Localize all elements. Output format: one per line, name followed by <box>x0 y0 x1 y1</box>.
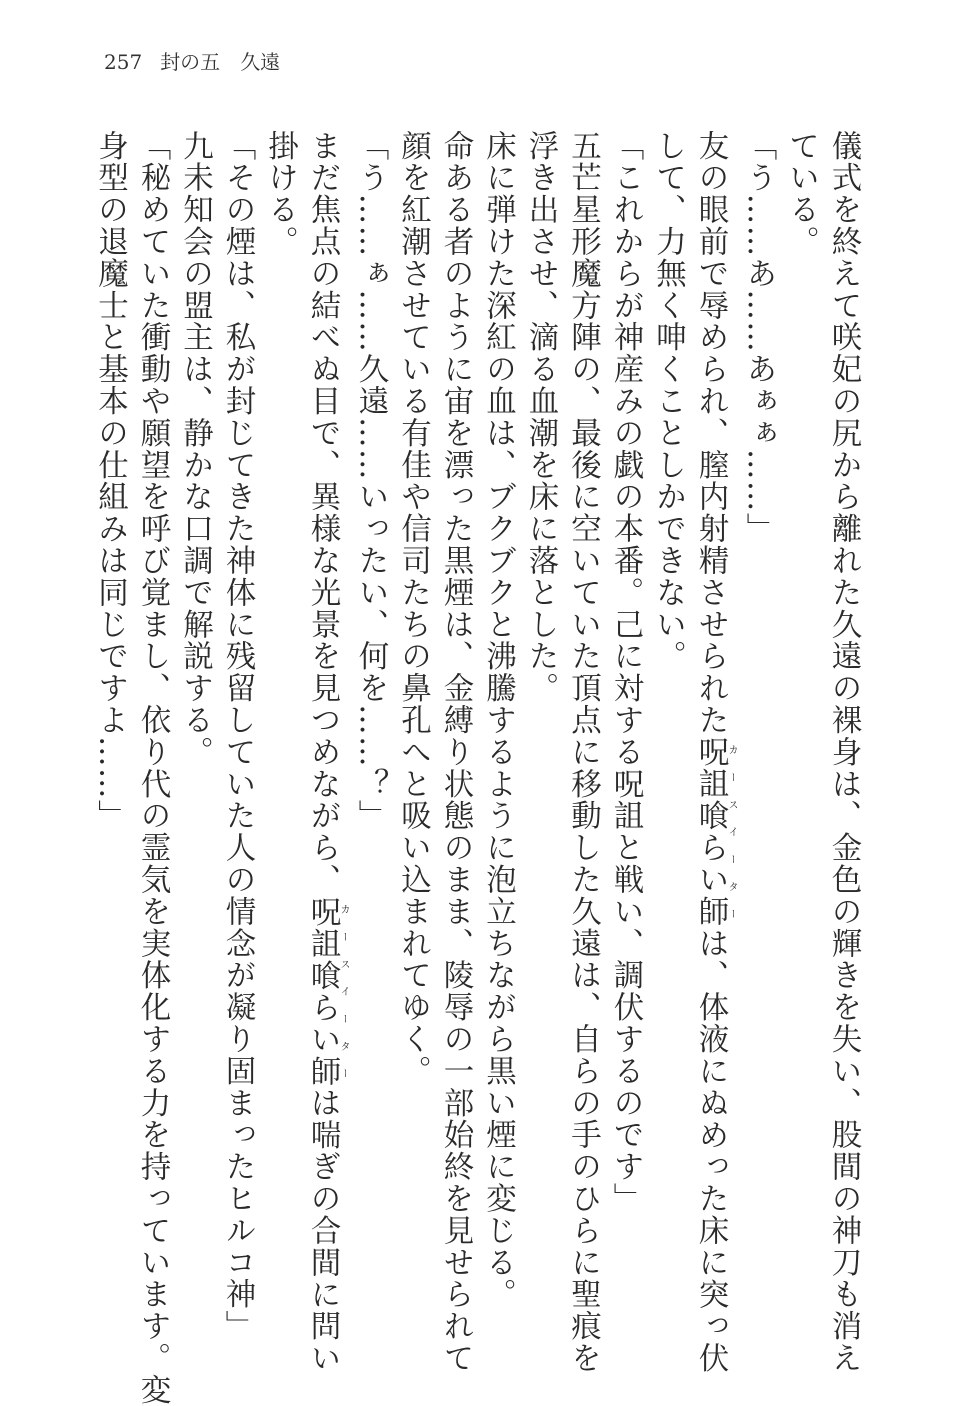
text-segment: は喘ぎの合間に問い <box>305 1087 340 1375</box>
text-line: して、力無く呻くことしかできない。 <box>650 130 686 673</box>
text-line: 儀式を終えて咲妃の尻から離れた久遠の裸身は、金色の輝きを失い、股間の神刀も消え <box>826 130 861 1375</box>
text-segment: は、体液にぬめった床に突っ伏 <box>693 927 728 1375</box>
page-number: 257 <box>104 50 143 74</box>
text-line: 「その煙は、私が封じてきた神体に残留していた人の情念が凝り固まったヒルコ神」 <box>220 130 255 1343</box>
text-line-with-ruby <box>301 130 349 1375</box>
ruby-reading: カースイーター <box>338 895 349 1088</box>
text-segment: 友の眼前で辱められ、膣内射精させられた <box>693 130 728 737</box>
text-line: 九未知会の盟主は、静かな口調で解説する。 <box>177 130 213 768</box>
text-line: 「これからが神産みの戯の本番。己に対する呪詛と戦い、調伏するのです」 <box>608 130 643 1215</box>
ruby-base: 呪詛喰らい師 <box>305 895 340 1088</box>
running-header <box>104 46 280 75</box>
text-line: 「う……ぁ……久遠……いったい、何を……？」 <box>353 130 388 832</box>
text-line: ている。 <box>783 130 819 258</box>
text-line-with-ruby <box>689 130 737 1375</box>
text-line: 掛ける。 <box>262 130 298 258</box>
text-line: 五芒星形魔方陣の、最後に空いていた頂点に移動した久遠は、自らの手のひらに聖痕を <box>565 130 601 1375</box>
text-line: 浮き出させ、滴る血潮を床に落とした。 <box>523 130 558 705</box>
ruby-annotation <box>693 736 737 928</box>
text-segment: まだ焦点の結べぬ目で、異様な光景を見つめながら、 <box>305 130 340 896</box>
text-line: 床に弾けた深紅の血は、ブクブクと沸騰するように泡立ちながら黒い煙に変じる。 <box>480 130 516 1311</box>
vertical-body-text <box>92 130 864 1406</box>
text-line: 身型の退魔士と基本の仕組みは同じですよ……」 <box>92 130 128 832</box>
ruby-base: 呪詛喰らい師 <box>693 736 728 928</box>
ruby-annotation <box>305 895 349 1088</box>
ruby-reading: カースイーター <box>726 736 737 928</box>
text-line: 顔を紅潮させている有佳や信司たちの鼻孔へと吸い込まれてゆく。 <box>395 130 431 1087</box>
text-line: 「秘めていた衝動や願望を呼び覚まし、依り代の霊気を実体化する力を持っています。変 <box>135 130 170 1406</box>
text-line: 「う……あ……あぁぁ……」 <box>741 130 776 545</box>
text-line: 命ある者のように宙を漂った黒煙は、金縛り状態のまま、陵辱の一部始終を見せられて <box>438 130 473 1375</box>
chapter-label: 封の五 <box>160 50 221 74</box>
chapter-title: 久遠 <box>240 50 281 74</box>
